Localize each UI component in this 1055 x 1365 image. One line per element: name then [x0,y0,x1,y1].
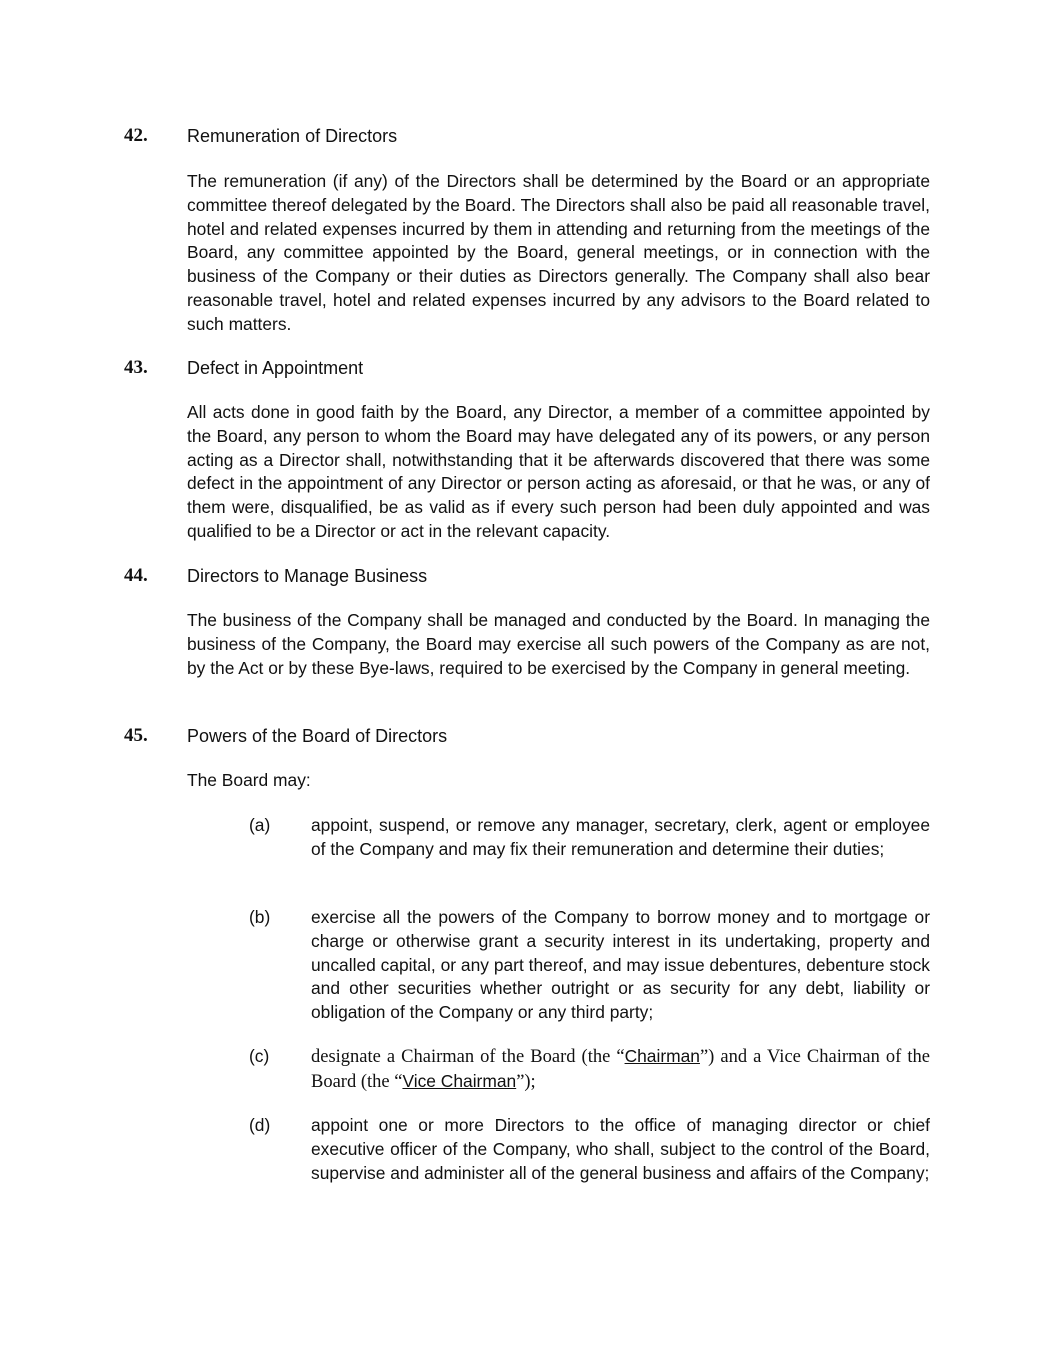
section-42-paragraph: The remuneration (if any) of the Directors shall be determined by the Board or an appropriate committee thereof delegated by the Board. The Directors shall also be paid all reasonable travel, hotel and related expenses incurred by them in attending and returning from the meetings of the Board, any committee appointed by the Board, general meetings, or in connection with the business of the Company or their duties as Directors generally. The Company shall also bear reasonable travel, hotel and related expenses incurred by any advisors to the Board related to such matters. [187,171,930,334]
item-text: appoint, suspend, or remove any manager, secretary, clerk, agent or employee of the Company and may fix their remuneration and determine their duties; [311,815,930,859]
section-number: 44. [124,565,148,586]
item-label: (d) [249,1115,271,1135]
section-43-paragraph: All acts done in good faith by the Board, any Director, a member of a committee appointed by the Board, any person to whom the Board may have delegated any of its powers, or any person acting as a Director shall, notwithstanding that it be afterwards discovered that there was some defect in the appointment of any Director or person acting as aforesaid, or that he was, or any of them were, disqualified, be as valid as if every such person had been duly appointed and was qualified to be a Director or act in the relevant capacity. [187,402,930,541]
section-number: 42. [124,125,148,146]
item-label: (c) [249,1046,270,1066]
item-text-part: ”) and a Vice Chairman of the Board (the “ [311,1047,930,1092]
section-title: Powers of the Board of Directors [187,726,448,746]
section-number: 43. [124,357,148,378]
item-text: exercise all the powers of the Company to borrow money and to mortgage or charge or otherwise grant a security interest in its undertaking, property and uncalled capital, or any part thereof, and may issue debentures, debenture stock and other securities whether outright or as security for any debt, liability or obligation of the Company or any third party; [311,907,930,1023]
item-label: (b) [249,907,271,927]
section-number: 45. [124,725,148,746]
defined-term-vice-chairman: Vice Chairman [402,1070,517,1091]
section-title: Remuneration of Directors [187,126,398,146]
item-text [311,1045,930,1095]
item-text-part: ”); [516,1071,536,1092]
section-44-paragraph: The business of the Company shall be managed and conducted by the Board. In managing the business of the Company, the Board may exercise all such powers of the Company as are not, by the Act or by these Bye-laws, required to be exercised by the Company in general meeting. [187,610,930,678]
section-title: Directors to Manage Business [187,566,428,586]
defined-term-chairman: Chairman [624,1046,700,1066]
item-label: (a) [249,815,271,835]
item-text: appoint one or more Directors to the office of managing director or chief executive officer of the Company, who shall, subject to the control of the Board, supervise and administer all of the general business and affairs of the Company; [311,1115,930,1183]
item-text-part: designate a Chairman of the Board (the “ [311,1047,625,1067]
section-title: Defect in Appointment [187,358,364,378]
section-45-paragraph: The Board may: [187,770,311,790]
